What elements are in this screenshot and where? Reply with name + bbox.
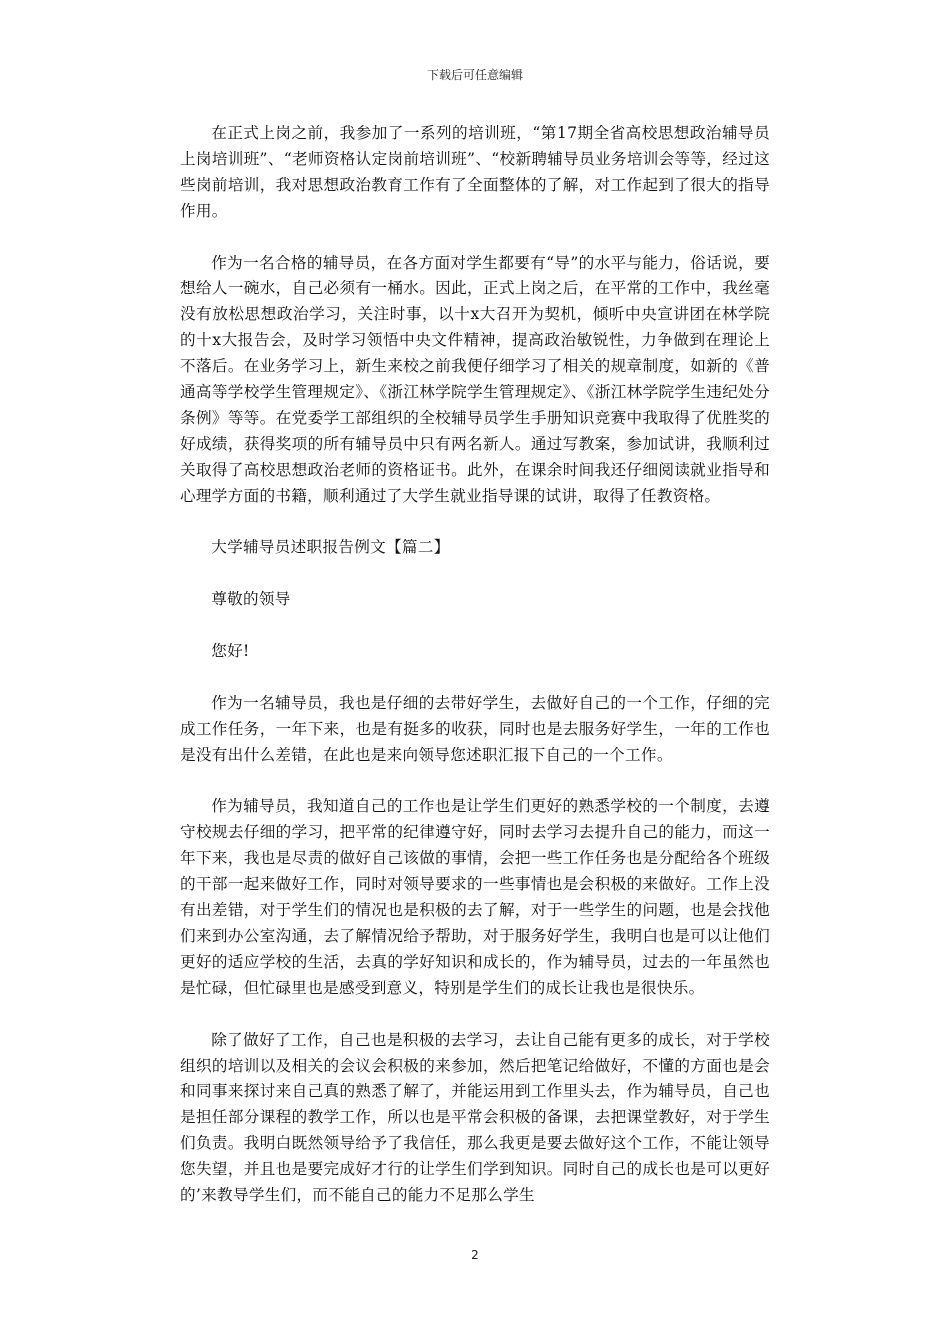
greeting: 您好! — [211, 642, 250, 661]
document-body — [180, 121, 770, 1235]
paragraph-intro: 作为一名辅导员，我也是仔细的去带好学生，去做好自己的一个工作，仔细的完成工作任务，一年下来，也是有挺多的收获，同时也是去服务好学生，一年的工作也是没有出什么差错，在此也是来向领导您述职汇报下自己的一个工作。 — [180, 693, 770, 764]
paragraph-training: 在正式上岗之前，我参加了一系列的培训班，“第17期全省高校思想政治辅导员上岗培训班”、“老师资格认定岗前培训班”、“校新聘辅导员业务培训会等等，经过这些岗前培训，我对思想政治教育工作有了全面整体的了解，对工作起到了很大的指导作用。 — [180, 124, 770, 220]
salutation: 尊敬的领导 — [211, 590, 291, 609]
section-heading: 大学辅导员述职报告例文【篇二】 — [211, 538, 450, 557]
page-header: 下载后可任意编辑 — [426, 68, 523, 82]
page-number: 2 — [471, 1248, 479, 1262]
paragraph-learning: 除了做好了工作，自己也是积极的去学习，去让自己能有更多的成长，对于学校组织的培训以及相关的会议会积极的来参加，然后把笔记给做好，不懂的方面也是会和同事来探讨来自己真的熟悉了解了，并能运用到工作里头去，作为辅导员，自己也是担任部分课程的教学工作，所以也是平常会积极的备课，去把课堂教好，对于学生们负责。我明白既然领导给予了我信任，那么我更是要去做好这个工作，不能让领导您失望，并且也是要完成好才行的让学生们学到知识。同时自己的成长也是可以更好的’来教导学生们，而不能自己的能力不足那么学生 — [180, 1030, 770, 1205]
paragraph-study: 作为一名合格的辅导员，在各方面对学生都要有“导”的水平与能力，俗话说，要想给人一碗水，自己必须有一桶水。因此，正式上岗之后，在平常的工作中，我丝毫没有放松思想政治学习，关注时事，以十x大召开为契机，倾听中央宣讲团在林学院的十x大报告会，及时学习领悟中央文件精神，提高政治敏锐性，力争做到在理论上不落后。在业务学习上，新生来校之前我便仔细学习了相关的规章制度，如新的《普通高等学校学生管理规定》、《浙江林学院学生管理规定》、《浙江林学院学生违纪处分条例》等等。在党委学工部组织的全校辅导员学生手册知识竞赛中我取得了优胜奖的好成绩，获得奖项的所有辅导员中只有两名新人。通过写教案，参加试讲，我顺利过关取得了高校思想政治老师的资格证书。此外，在课余时间我还仔细阅读就业指导和心理学方面的书籍，顺利通过了大学生就业指导课的试讲，取得了任教资格。 — [180, 253, 770, 505]
paragraph-duties: 作为辅导员，我知道自己的工作也是让学生们更好的熟悉学校的一个制度，去遵守校规去仔细的学习，把平常的纪律遵守好，同时去学习去提升自己的能力，而这一年下来，我也是尽责的做好自己该做的事情，会把一些工作任务也是分配给各个班级的干部一起来做好工作，同时对领导要求的一些事情也是会积极的来做好。工作上没有出差错，对于学生们的情况也是积极的去了解，对于一些学生的问题，也是会找他们来到办公室沟通，去了解情况给予帮助，对于服务好学生，我明白也是可以让他们更好的适应学校的生活，去真的学好知识和成长的，作为辅导员，过去的一年虽然也是忙碌，但忙碌里也是感受到意义，特别是学生们的成长让我也是很快乐。 — [180, 797, 770, 997]
